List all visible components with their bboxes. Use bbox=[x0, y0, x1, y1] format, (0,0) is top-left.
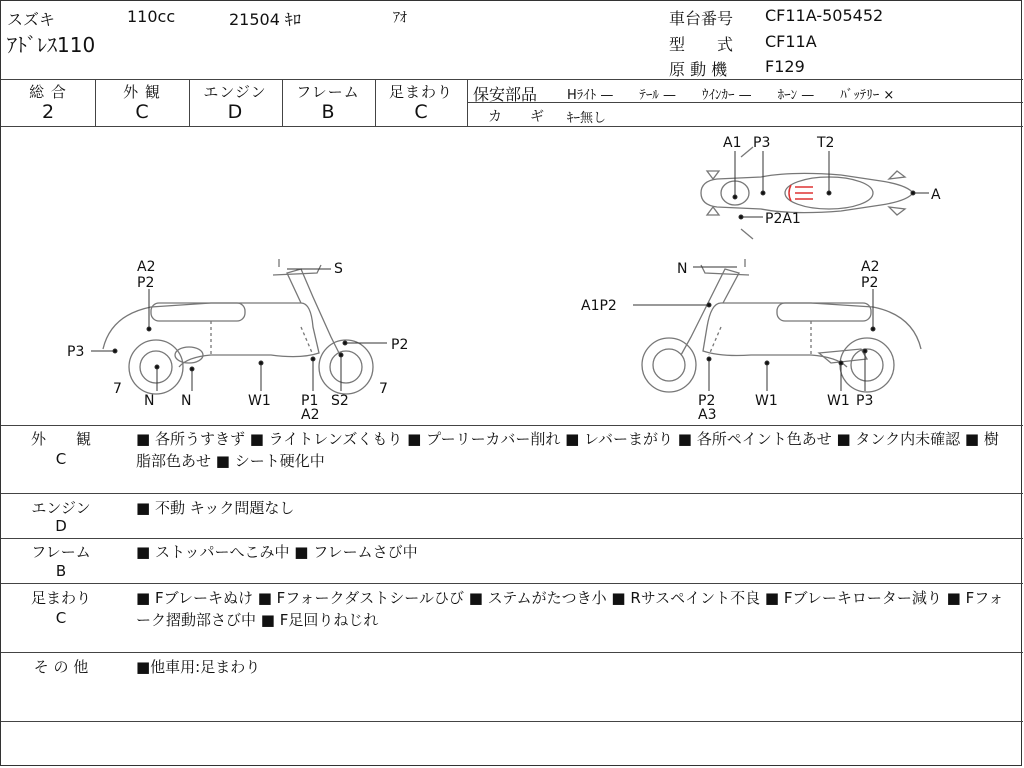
displacement: 110cc bbox=[127, 7, 176, 26]
label: 7 bbox=[113, 381, 122, 397]
label: N bbox=[181, 393, 192, 409]
key-value: ｷｰ無し bbox=[567, 111, 607, 126]
divider bbox=[1, 538, 1023, 539]
key-label: カ ギ bbox=[488, 109, 544, 125]
label: P2 bbox=[137, 275, 155, 291]
section-text-engine: ■ 不動 キック問題なし bbox=[136, 499, 295, 517]
color: ｱｵ bbox=[393, 10, 407, 26]
mileage: 21504 ｷﾛ bbox=[229, 10, 301, 29]
divider bbox=[95, 79, 96, 126]
chassis-value: CF11A-505452 bbox=[765, 6, 884, 25]
label: A bbox=[931, 187, 941, 203]
safety-label: 保安部品 bbox=[473, 85, 538, 104]
label: A2 bbox=[137, 259, 156, 275]
section-grade-frame: B bbox=[55, 562, 67, 580]
section-text-frame: ■ ストッパーへこみ中 ■ フレームさび中 bbox=[136, 543, 418, 561]
label: T2 bbox=[817, 135, 835, 151]
section-text-exterior: ■ 各所うすきず ■ ライトレンズくもり ■ プーリーカバー削れ ■ レバーまがり ■ 各所ペイント色あせ ■ タンク内未確認 ■ 樹脂部色あせ ■ シート硬化中 bbox=[136, 430, 999, 470]
engine-value: F129 bbox=[765, 57, 805, 76]
engine-label: 原 動 機 bbox=[669, 60, 728, 79]
label: P1 bbox=[301, 393, 319, 409]
label: S2 bbox=[331, 393, 349, 409]
section-text-other: ■他車用:足まわり bbox=[136, 658, 261, 676]
score-value-frame: B bbox=[321, 101, 335, 123]
type-label: 型 式 bbox=[669, 35, 734, 54]
label: W1 bbox=[827, 393, 850, 409]
label: 7 bbox=[379, 381, 388, 397]
right-side-scooter bbox=[642, 259, 921, 392]
maker: スズキ bbox=[7, 10, 56, 29]
chassis-label: 車台番号 bbox=[669, 9, 734, 28]
score-label-exterior: 外 観 bbox=[123, 83, 161, 101]
label: W1 bbox=[248, 393, 271, 409]
score-label-total: 総 合 bbox=[29, 83, 67, 101]
label: N bbox=[677, 261, 688, 277]
label: A2 bbox=[301, 407, 320, 423]
section-grade-suspension: C bbox=[55, 609, 67, 627]
section-label-frame: フレーム bbox=[31, 543, 91, 561]
damage-mark bbox=[789, 185, 813, 201]
label: S bbox=[334, 261, 343, 277]
label: A1 bbox=[723, 135, 742, 151]
section-label-exterior: 外 観 bbox=[30, 430, 91, 448]
label: P2 bbox=[391, 337, 409, 353]
score-value-suspension: C bbox=[414, 101, 428, 123]
divider bbox=[1, 583, 1023, 584]
safety-items: Hﾗｲﾄ — ﾃｰﾙ — ｳｲﾝｶｰ — ﾎｰﾝ — ﾊﾞｯﾃﾘｰ × bbox=[567, 88, 895, 103]
divider bbox=[1, 652, 1023, 653]
label: A2 bbox=[861, 259, 880, 275]
label: P3 bbox=[856, 393, 874, 409]
divider bbox=[1, 425, 1023, 426]
label: P2A1 bbox=[765, 211, 801, 227]
label: P2 bbox=[861, 275, 879, 291]
type-value: CF11A bbox=[765, 32, 817, 51]
label: N bbox=[144, 393, 155, 409]
score-value-exterior: C bbox=[135, 101, 149, 123]
section-text-suspension: ■ Fブレーキぬけ ■ Fフォークダストシールひび ■ ステムがたつき小 ■ Rサスペイント不良 ■ Fブレーキローター減り ■ Fフォーク摺動部さび中 ■ F足回りねじれ bbox=[136, 589, 1004, 629]
section-label-other: そ の 他 bbox=[33, 658, 89, 676]
label: A3 bbox=[698, 407, 717, 423]
section-grade-engine: D bbox=[55, 517, 67, 535]
label: P3 bbox=[753, 135, 771, 151]
model-name: ｱﾄﾞﾚｽ110 bbox=[7, 33, 96, 57]
section-label-engine: エンジン bbox=[31, 499, 91, 517]
damage-diagram bbox=[1, 127, 1023, 425]
score-label-suspension: 足まわり bbox=[388, 83, 453, 101]
label: P3 bbox=[67, 344, 85, 360]
label: A1P2 bbox=[581, 298, 617, 314]
label: W1 bbox=[755, 393, 778, 409]
section-label-suspension: 足まわり bbox=[30, 589, 91, 607]
score-label-frame: フレーム bbox=[296, 83, 360, 101]
score-label-engine: エンジン bbox=[203, 83, 267, 101]
divider bbox=[1, 79, 1023, 80]
divider bbox=[1, 721, 1023, 722]
score-value-total: 2 bbox=[41, 101, 55, 123]
section-grade-exterior: C bbox=[55, 450, 67, 468]
score-value-engine: D bbox=[227, 101, 243, 123]
label: P2 bbox=[698, 393, 716, 409]
divider bbox=[1, 493, 1023, 494]
